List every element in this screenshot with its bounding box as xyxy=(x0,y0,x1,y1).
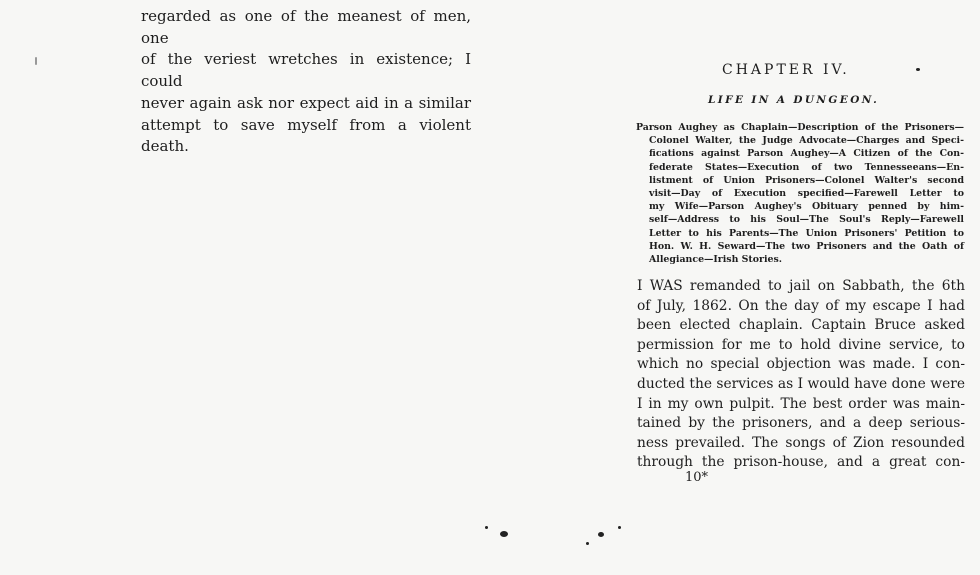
synopsis-line: my Wife—Parson Aughey's Obituary penned by him- xyxy=(649,201,964,213)
scan-speck xyxy=(586,542,589,545)
body-line: permission for me to hold divine service, to xyxy=(637,336,965,353)
chapter-synopsis xyxy=(636,121,964,266)
scan-speck xyxy=(598,532,604,537)
text-line: regarded as one of the meanest of men, one xyxy=(141,7,471,47)
synopsis-line: Parson Aughey as Chaplain—Description of the Prisoners— xyxy=(636,122,964,133)
right-page xyxy=(490,0,980,575)
body-line: ducted the services as I would have done were xyxy=(637,375,965,392)
synopsis-line: Colonel Walter, the Judge Advocate—Charges and Speci- xyxy=(649,135,964,147)
scan-speck xyxy=(485,526,488,529)
left-page-text xyxy=(141,6,471,158)
text-line: attempt to save myself from a violent death. xyxy=(141,115,471,156)
body-line: been elected chaplain. Captain Bruce asked xyxy=(637,317,965,334)
chapter-heading: CHAPTER IV. xyxy=(722,62,850,78)
page-signature-mark: 10* xyxy=(685,470,709,485)
synopsis-line: listment of Union Prisoners—Colonel Walter's second xyxy=(649,174,964,186)
scan-speck xyxy=(916,68,920,71)
chapter-body-text xyxy=(637,277,965,473)
body-line: of July, 1862. On the day of my escape I had xyxy=(637,297,965,314)
synopsis-line: fications against Parson Aughey—A Citizen of the Con- xyxy=(649,148,964,160)
synopsis-line: Allegiance—Irish Stories. xyxy=(649,254,783,266)
synopsis-line: Hon. W. H. Seward—The two Prisoners and the Oath of xyxy=(649,240,964,252)
text-line: never again ask nor expect aid in a similar xyxy=(141,93,471,112)
body-line: tained by the prisoners, and a deep serious- xyxy=(637,415,965,432)
body-line: which no special objection was made. I con- xyxy=(637,356,965,373)
synopsis-line: visit—Day of Execution specified—Farewell Letter to xyxy=(649,188,964,200)
scan-speck xyxy=(618,526,621,529)
synopsis-line: self—Address to his Soul—The Soul's Reply—Farewell xyxy=(649,214,964,226)
body-line: ness prevailed. The songs of Zion resounded xyxy=(637,434,965,451)
synopsis-line: Letter to his Parents—The Union Prisoners' Petition to xyxy=(649,227,964,239)
synopsis-line: federate States—Execution of two Tennesseeans—En- xyxy=(649,161,964,173)
text-line: of the veriest wretches in existence; I could xyxy=(141,50,471,91)
body-line: I in my own pulpit. The best order was main- xyxy=(637,395,965,412)
body-line: I WAS remanded to jail on Sabbath, the 6th xyxy=(637,278,965,294)
chapter-subtitle: LIFE IN A DUNGEON. xyxy=(708,94,880,106)
body-line: through the prison-house, and a great con- xyxy=(637,454,965,471)
scan-speck xyxy=(500,531,508,537)
scan-speck xyxy=(35,57,37,65)
